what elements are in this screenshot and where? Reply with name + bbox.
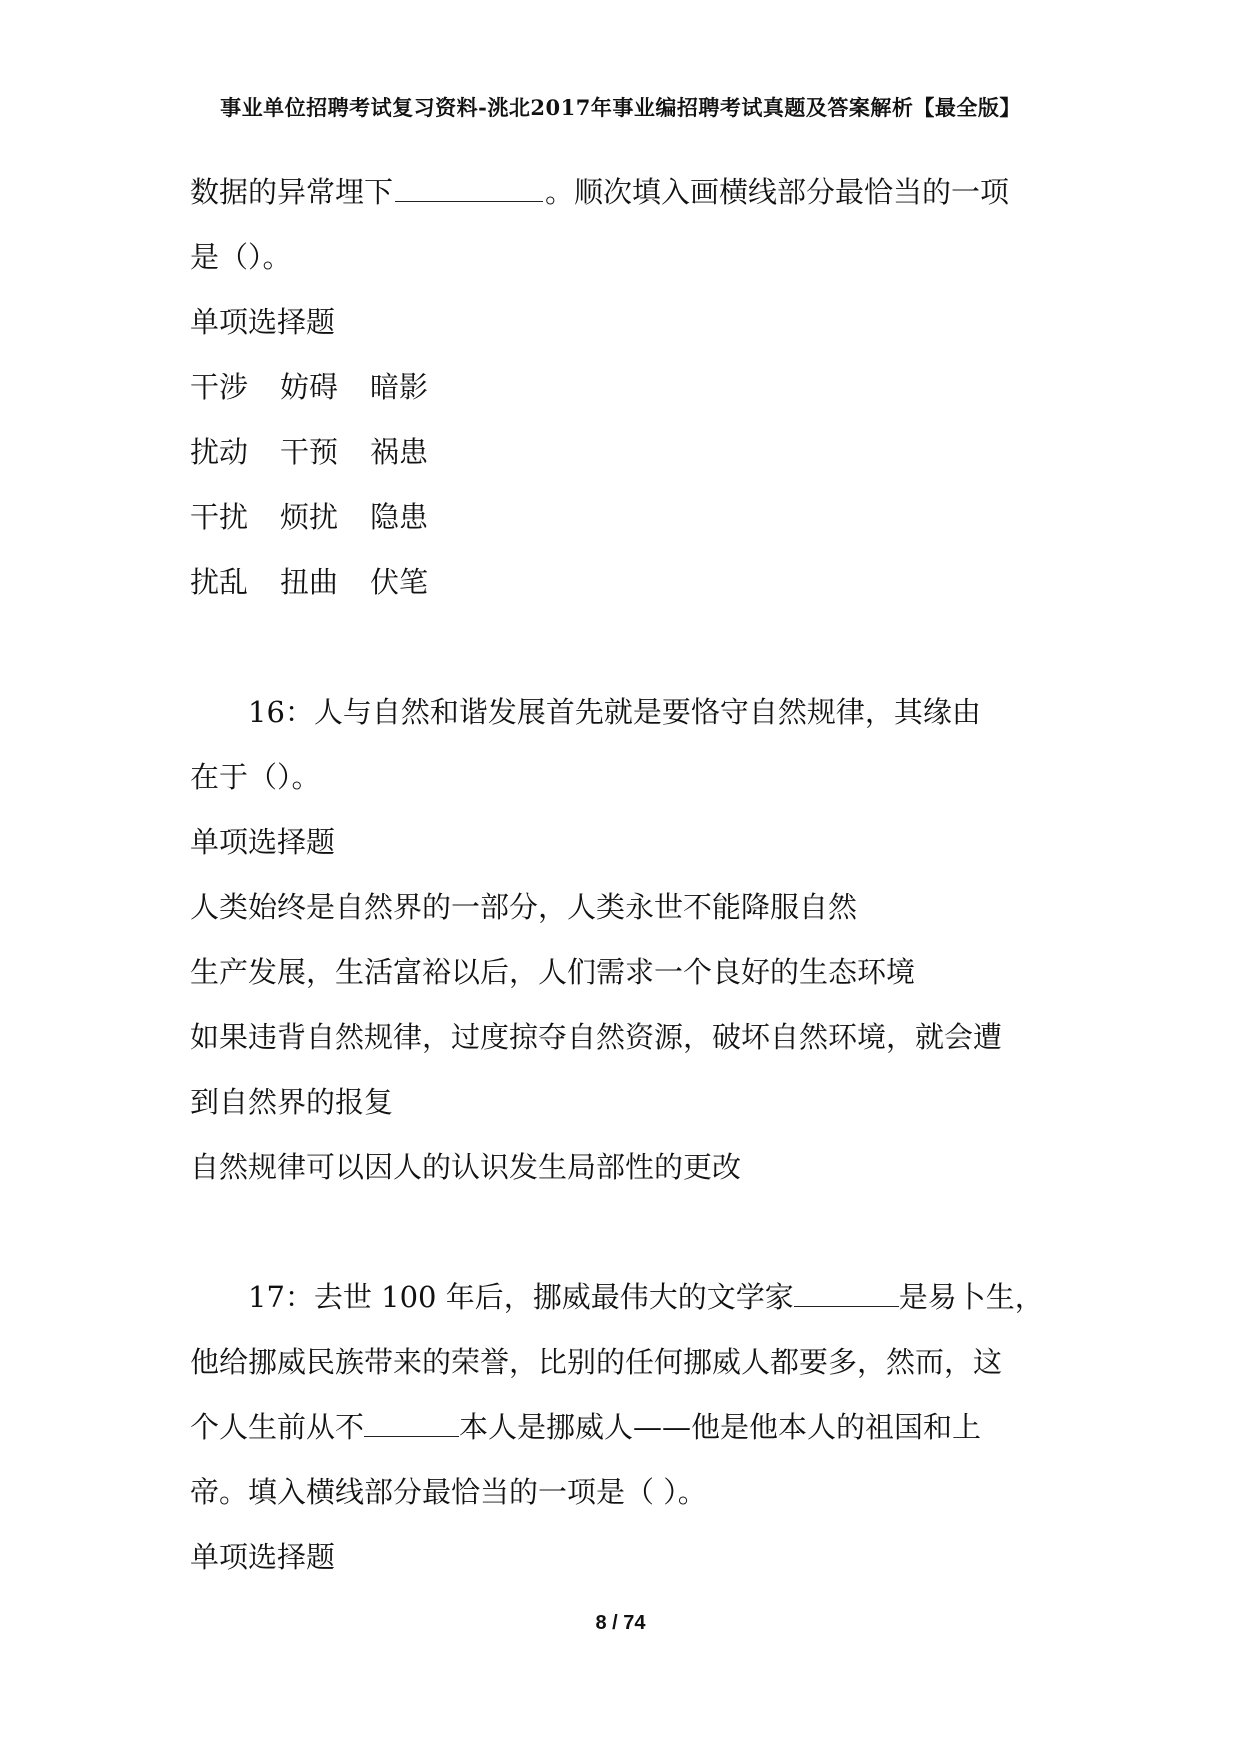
q16-stem-line-2: 在于（）。 — [190, 760, 321, 794]
q16-option: 如果违背自然规律，过度掠夺自然资源，破坏自然环境，就会遭 — [190, 1020, 1003, 1054]
q17-stem-text: 个人生前从不 — [190, 1410, 365, 1444]
q17-stem-text: 17：去世 100 年后，挪威最伟大的文学家 — [248, 1280, 794, 1314]
q15-option — [190, 485, 1060, 550]
q15-option — [190, 420, 1060, 485]
q16-option: 生产发展，生活富裕以后，人们需求一个良好的生态环境 — [190, 955, 916, 989]
q17-question-type: 单项选择题 — [190, 1540, 336, 1574]
answer-blank — [794, 1276, 899, 1307]
q15-stem-line-2: 是（）。 — [190, 240, 292, 274]
q16-option-continued: 到自然界的报复 — [190, 1085, 394, 1119]
q16-question-type: 单项选择题 — [190, 825, 336, 859]
q17-stem-text: 是易卜生， — [898, 1280, 1044, 1314]
q15-question-type: 单项选择题 — [190, 305, 336, 339]
option-word: 伏笔 — [370, 565, 429, 599]
option-word: 妨碍 — [280, 370, 339, 404]
q17-stem-line-3 — [190, 1395, 1060, 1460]
document-header: 事业单位招聘考试复习资料-洮北2017年事业编招聘考试真题及答案解析【最全版】 — [220, 95, 1021, 120]
option-word: 干扰 — [190, 500, 249, 534]
q17-stem-text: 本人是挪威人——他是他本人的祖国和上 — [459, 1410, 982, 1444]
option-word: 烦扰 — [280, 500, 339, 534]
q16-option: 人类始终是自然界的一部分，人类永世不能降服自然 — [190, 890, 858, 924]
answer-blank — [395, 171, 543, 202]
q15-option — [190, 550, 1060, 615]
spacer — [190, 1200, 1060, 1265]
spacer — [190, 615, 1060, 680]
q16-option: 自然规律可以因人的认识发生局部性的更改 — [190, 1150, 742, 1184]
answer-blank — [364, 1406, 459, 1437]
document-body — [190, 160, 1060, 1590]
option-word: 扰乱 — [190, 565, 249, 599]
q17-stem-line-4: 帝。填入横线部分最恰当的一项是（ ）。 — [190, 1475, 707, 1509]
q15-option — [190, 355, 1060, 420]
q17-stem-line-1 — [190, 1265, 1060, 1330]
q15-stem-text: 。顺次填入画横线部分最恰当的一项 — [545, 175, 1010, 209]
option-word: 扭曲 — [280, 565, 339, 599]
q15-stem-text: 数据的异常埋下 — [190, 175, 394, 209]
option-word: 扰动 — [190, 435, 249, 469]
option-word: 干预 — [280, 435, 339, 469]
q15-stem-line-1 — [190, 160, 1060, 225]
q16-stem-line-1: 16：人与自然和谐发展首先就是要恪守自然规律，其缘由 — [248, 695, 981, 729]
page-number: 8 / 74 — [595, 1612, 646, 1634]
option-word: 祸患 — [370, 435, 429, 469]
q17-stem-line-2: 他给挪威民族带来的荣誉，比别的任何挪威人都要多，然而，这 — [190, 1345, 1003, 1379]
option-word: 暗影 — [370, 370, 429, 404]
option-word: 干涉 — [190, 370, 249, 404]
option-word: 隐患 — [370, 500, 429, 534]
